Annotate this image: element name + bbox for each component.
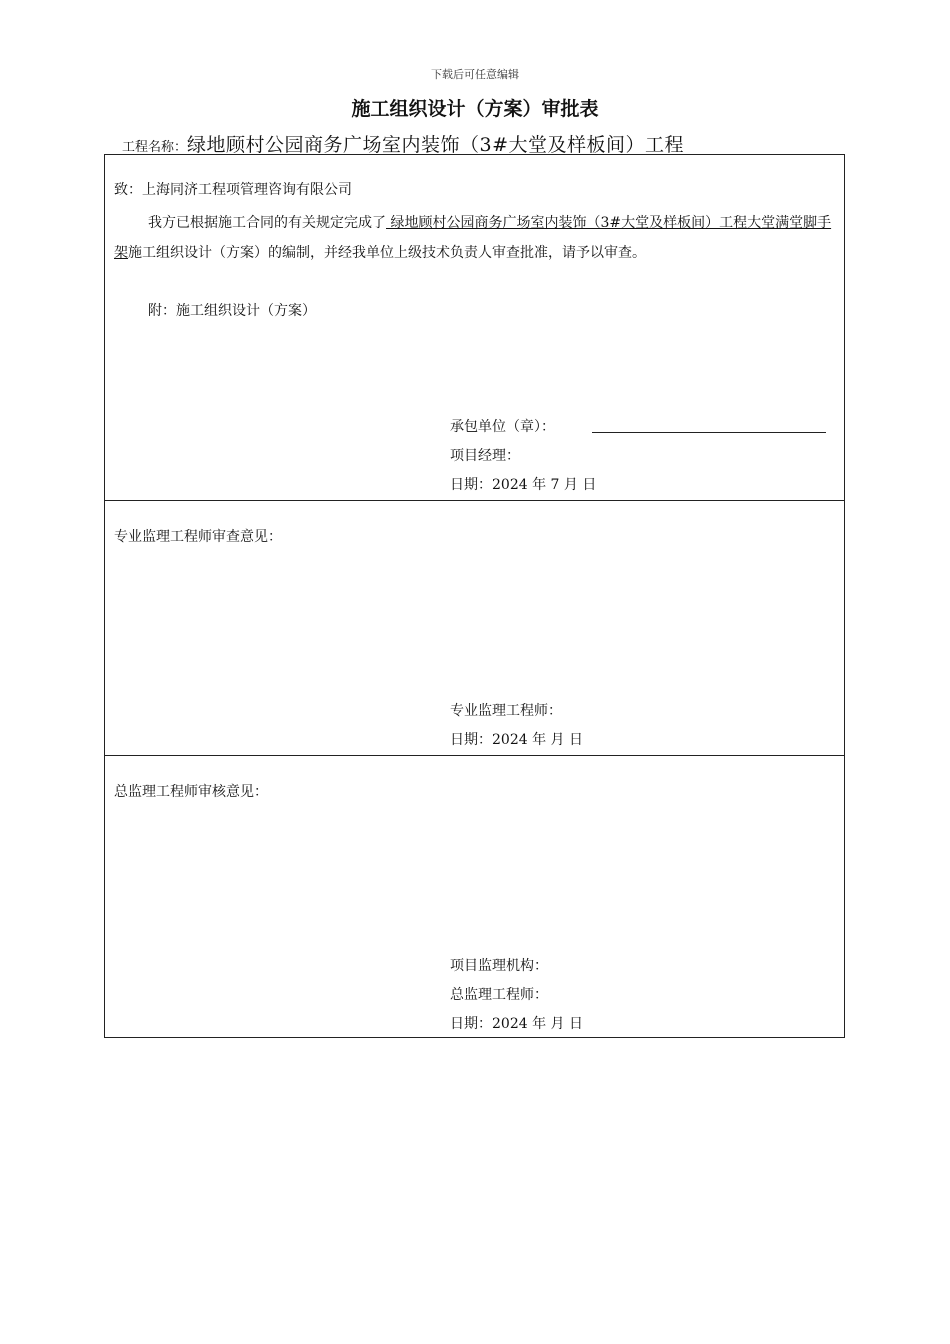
contractor-signature-line[interactable]: [592, 432, 826, 433]
header-note: 下载后可任意编辑: [431, 68, 519, 81]
chief-review-heading: 总监理工程师审核意见：: [114, 784, 268, 800]
chief-engineer-label: 总监理工程师：: [450, 987, 548, 1003]
project-label: 工程名称：: [122, 140, 188, 155]
attachment-line: 附：施工组织设计（方案）: [148, 303, 316, 319]
section-divider-1: [104, 500, 845, 501]
approval-form-table: [104, 154, 845, 1038]
project-scope-underlined: 绿地顾村公园商务广场室内装饰（3#大堂及样板间）工程大堂满堂脚手架: [114, 215, 832, 261]
specialist-engineer-label: 专业监理工程师：: [450, 703, 562, 719]
submission-paragraph: [114, 208, 839, 268]
contractor-seal-label: 承包单位（章）：: [450, 419, 555, 435]
chief-date: 日期：2024 年 月 日: [450, 1016, 583, 1032]
addressee-line: 致：上海同济工程项管理咨询有限公司: [114, 182, 352, 198]
page-title: 施工组织设计（方案）审批表: [351, 98, 599, 120]
paragraph-suffix: 施工组织设计（方案）的编制，并经我单位上级技术负责人审查批准，请予以审查。: [128, 245, 646, 261]
supervision-org-label: 项目监理机构：: [450, 958, 548, 974]
project-manager-label: 项目经理：: [450, 448, 520, 464]
paragraph-prefix: 我方已根据施工合同的有关规定完成了: [148, 215, 386, 231]
project-name-line: [122, 130, 684, 157]
specialist-review-heading: 专业监理工程师审查意见：: [114, 529, 282, 545]
contractor-date: 日期：2024 年 7 月 日: [450, 477, 597, 493]
section-divider-2: [104, 755, 845, 756]
project-name: 绿地顾村公园商务广场室内装饰（3#大堂及样板间）工程: [187, 134, 685, 156]
specialist-date: 日期：2024 年 月 日: [450, 732, 583, 748]
